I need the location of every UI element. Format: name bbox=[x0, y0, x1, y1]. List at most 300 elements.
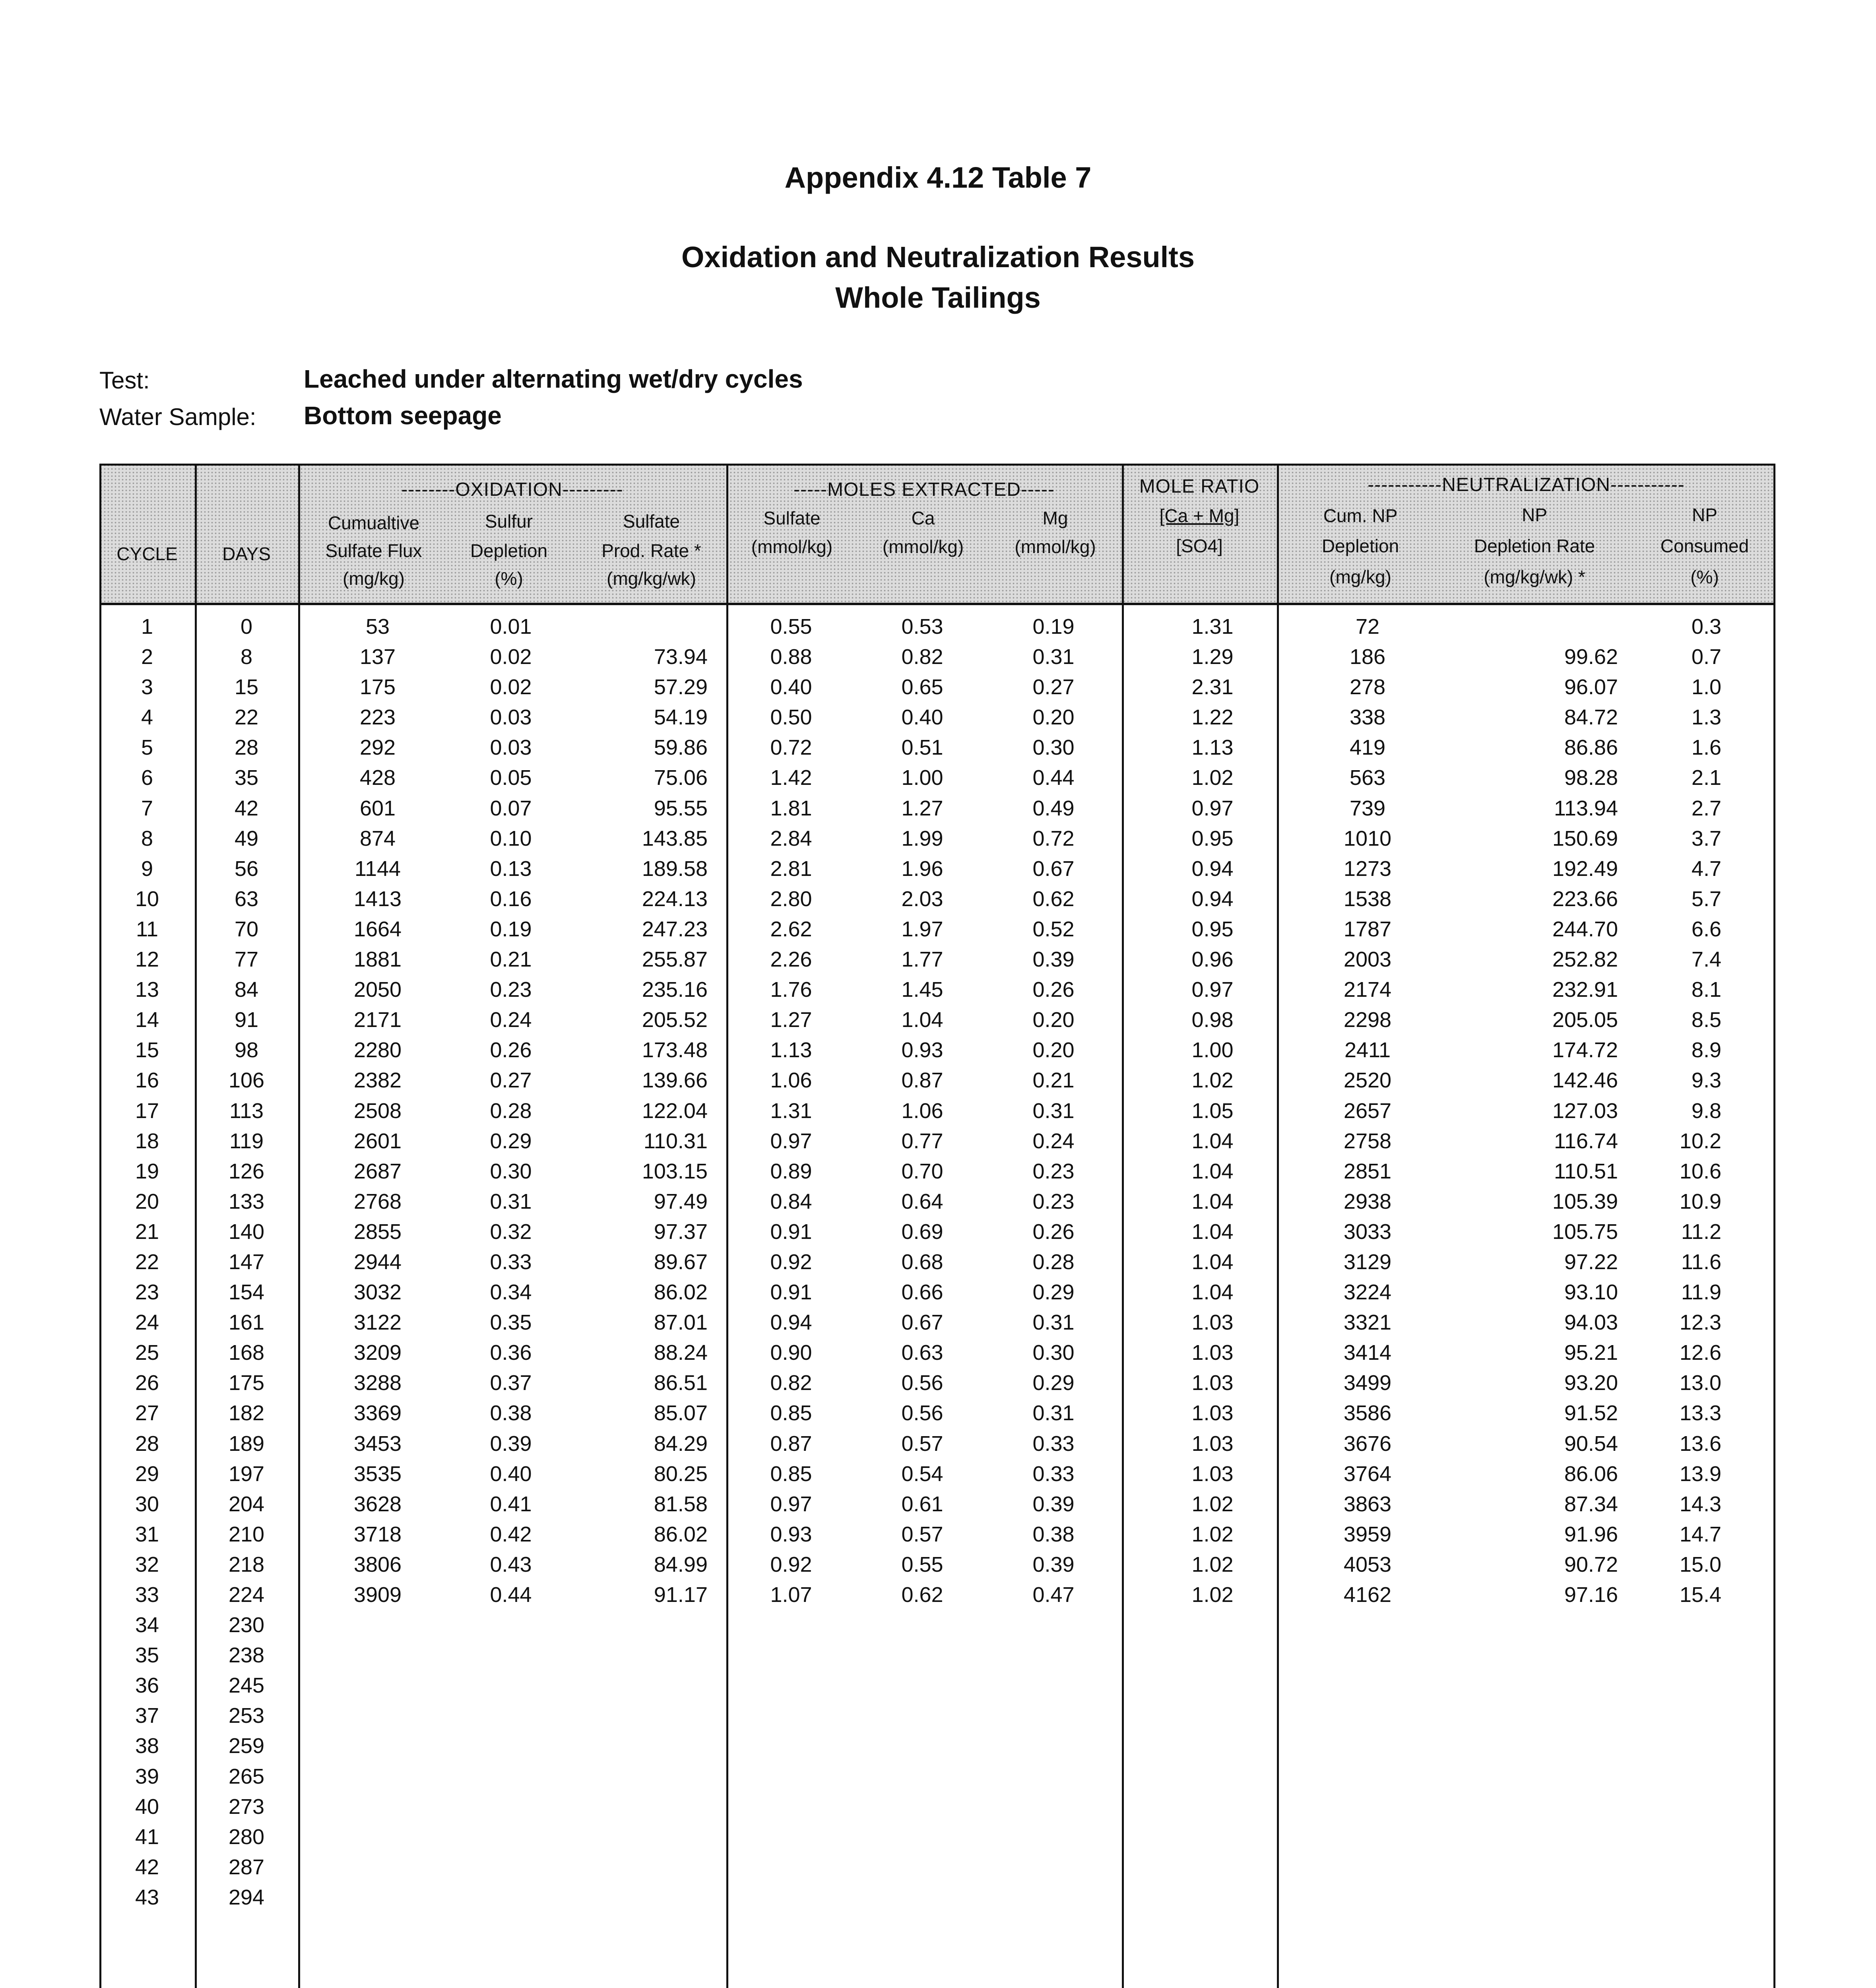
cell-cycle: 14 bbox=[135, 1008, 159, 1032]
cell-mole-ratio: 1.04 bbox=[1191, 1250, 1234, 1274]
cell-days: 182 bbox=[228, 1401, 265, 1425]
cell-cum-np-depletion: 3224 bbox=[1343, 1280, 1392, 1305]
cell-mole-ratio: 1.04 bbox=[1191, 1129, 1234, 1153]
table-row bbox=[99, 1429, 1775, 1459]
cell-mole-ratio: 0.95 bbox=[1191, 917, 1234, 941]
cell-np-depletion-rate: 105.75 bbox=[1552, 1219, 1618, 1244]
cell-sulfate-prod-rate: 91.17 bbox=[654, 1583, 708, 1607]
cell-np-depletion-rate: 142.46 bbox=[1552, 1068, 1618, 1093]
header-np-depletion-rate-unit: (mg/kg/wk) * bbox=[1484, 567, 1585, 587]
table-row bbox=[99, 1096, 1775, 1126]
cell-cum-sulfate-flux: 3453 bbox=[353, 1431, 402, 1456]
cell-moles-ca: 0.66 bbox=[901, 1280, 943, 1305]
cell-cycle: 39 bbox=[135, 1764, 159, 1788]
cell-cum-np-depletion: 3321 bbox=[1343, 1310, 1392, 1335]
cell-moles-mg: 0.31 bbox=[1032, 1401, 1075, 1425]
cell-np-consumed: 11.9 bbox=[1681, 1280, 1721, 1305]
cell-np-depletion-rate: 86.06 bbox=[1564, 1462, 1618, 1486]
cell-mole-ratio: 1.04 bbox=[1191, 1219, 1234, 1244]
cell-cum-np-depletion: 1273 bbox=[1343, 856, 1392, 881]
cell-moles-sulfate: 1.76 bbox=[770, 978, 812, 1002]
table-row bbox=[99, 1005, 1775, 1035]
cell-moles-ca: 0.56 bbox=[901, 1371, 943, 1395]
cell-cum-sulfate-flux: 292 bbox=[359, 736, 396, 760]
cell-moles-mg: 0.28 bbox=[1032, 1250, 1075, 1274]
cell-np-consumed: 1.6 bbox=[1691, 736, 1721, 760]
cell-days: 140 bbox=[228, 1219, 265, 1244]
cell-moles-sulfate: 0.87 bbox=[770, 1431, 812, 1456]
cell-moles-ca: 0.63 bbox=[901, 1341, 943, 1365]
cell-days: 63 bbox=[234, 887, 259, 911]
cell-sulfur-depletion: 0.40 bbox=[490, 1462, 532, 1486]
cell-np-consumed: 4.7 bbox=[1691, 856, 1721, 881]
cell-np-consumed: 2.1 bbox=[1691, 766, 1721, 790]
cell-moles-ca: 1.96 bbox=[901, 856, 943, 881]
cell-np-depletion-rate: 150.69 bbox=[1552, 826, 1618, 850]
cell-sulfur-depletion: 0.32 bbox=[490, 1219, 532, 1244]
cell-moles-mg: 0.72 bbox=[1032, 826, 1075, 850]
header-sulfur-depletion: Sulfur bbox=[485, 511, 533, 532]
table-row bbox=[99, 642, 1775, 672]
cell-days: 91 bbox=[234, 1008, 259, 1032]
cell-np-depletion-rate: 232.91 bbox=[1552, 978, 1618, 1002]
table-row bbox=[99, 823, 1775, 854]
cell-cum-np-depletion: 4053 bbox=[1343, 1552, 1392, 1576]
cell-cycle: 40 bbox=[135, 1794, 159, 1819]
cell-np-consumed: 10.6 bbox=[1679, 1159, 1721, 1183]
cell-moles-mg: 0.21 bbox=[1032, 1068, 1075, 1093]
cell-moles-sulfate: 0.72 bbox=[770, 736, 812, 760]
header-np-depletion-rate: Depletion Rate bbox=[1474, 536, 1595, 556]
cell-cum-sulfate-flux: 2050 bbox=[353, 978, 402, 1002]
cell-days: 175 bbox=[228, 1371, 265, 1395]
table-row bbox=[99, 702, 1775, 732]
cell-np-consumed: 12.6 bbox=[1679, 1341, 1721, 1365]
cell-sulfur-depletion: 0.39 bbox=[490, 1431, 532, 1456]
water-sample-label: Water Sample: bbox=[99, 404, 256, 430]
cell-cum-sulfate-flux: 1881 bbox=[353, 947, 402, 972]
cell-cycle: 37 bbox=[135, 1704, 159, 1728]
cell-sulfur-depletion: 0.36 bbox=[490, 1341, 532, 1365]
cell-moles-sulfate: 2.26 bbox=[770, 947, 812, 972]
cell-moles-mg: 0.23 bbox=[1032, 1159, 1075, 1183]
cell-moles-sulfate: 0.88 bbox=[770, 645, 812, 669]
cell-cum-np-depletion: 2851 bbox=[1343, 1159, 1392, 1183]
cell-mole-ratio: 0.94 bbox=[1191, 887, 1234, 911]
cell-moles-mg: 0.20 bbox=[1032, 1038, 1075, 1062]
cell-sulfate-prod-rate: 89.67 bbox=[654, 1250, 708, 1274]
cell-moles-mg: 0.31 bbox=[1032, 1310, 1075, 1335]
table-row bbox=[99, 944, 1775, 975]
cell-moles-ca: 0.65 bbox=[901, 675, 943, 699]
table-row bbox=[99, 1610, 1775, 1640]
cell-np-depletion-rate: 116.74 bbox=[1554, 1129, 1618, 1153]
cell-cycle: 22 bbox=[135, 1250, 159, 1274]
cell-cum-sulfate-flux: 2508 bbox=[353, 1099, 402, 1123]
cell-days: 273 bbox=[228, 1794, 265, 1819]
cell-sulfur-depletion: 0.16 bbox=[490, 887, 532, 911]
cell-np-depletion-rate: 93.10 bbox=[1564, 1280, 1618, 1305]
cell-days: 119 bbox=[229, 1129, 264, 1153]
cell-cum-np-depletion: 3863 bbox=[1343, 1492, 1392, 1516]
cell-sulfur-depletion: 0.05 bbox=[490, 766, 532, 790]
cell-sulfur-depletion: 0.43 bbox=[490, 1552, 532, 1576]
cell-cum-np-depletion: 2938 bbox=[1343, 1189, 1392, 1213]
group-mole-ratio: MOLE RATIO bbox=[1139, 476, 1260, 497]
cell-moles-sulfate: 0.92 bbox=[770, 1250, 812, 1274]
header-sulfur-depletion-unit: (%) bbox=[495, 568, 523, 589]
cell-days: 265 bbox=[228, 1764, 265, 1788]
cell-days: 224 bbox=[228, 1583, 265, 1607]
cell-mole-ratio: 1.03 bbox=[1191, 1310, 1234, 1335]
cell-mole-ratio: 1.02 bbox=[1191, 1583, 1234, 1607]
header-cum-np-depletion: Cum. NP bbox=[1323, 505, 1398, 526]
cell-moles-ca: 1.77 bbox=[901, 947, 943, 972]
header-moles-ca-unit: (mmol/kg) bbox=[882, 536, 964, 557]
cell-days: 56 bbox=[234, 856, 259, 881]
cell-cum-sulfate-flux: 3628 bbox=[353, 1492, 402, 1516]
cell-cum-np-depletion: 278 bbox=[1349, 675, 1386, 699]
cell-cycle: 34 bbox=[135, 1613, 159, 1637]
cell-moles-ca: 0.82 bbox=[901, 645, 943, 669]
cell-sulfur-depletion: 0.02 bbox=[490, 645, 532, 669]
cell-cum-sulfate-flux: 3032 bbox=[353, 1280, 402, 1305]
cell-moles-ca: 0.87 bbox=[901, 1068, 943, 1093]
cell-sulfate-prod-rate: 97.49 bbox=[654, 1189, 708, 1213]
cell-mole-ratio: 0.95 bbox=[1191, 826, 1234, 850]
cell-sulfate-prod-rate: 75.06 bbox=[654, 766, 708, 790]
cell-sulfate-prod-rate: 143.85 bbox=[642, 826, 708, 850]
cell-cycle: 35 bbox=[135, 1643, 159, 1668]
cell-moles-sulfate: 1.27 bbox=[770, 1008, 812, 1032]
cell-cum-np-depletion: 3129 bbox=[1343, 1250, 1392, 1274]
cell-moles-mg: 0.31 bbox=[1032, 1099, 1075, 1123]
header-cum-sulfate-flux: Cumualtive bbox=[328, 513, 420, 533]
header-moles-mg: Mg bbox=[1042, 508, 1068, 528]
cell-sulfur-depletion: 0.44 bbox=[490, 1583, 532, 1607]
cell-sulfur-depletion: 0.10 bbox=[490, 826, 532, 850]
cell-days: 42 bbox=[234, 796, 259, 820]
cell-mole-ratio: 1.03 bbox=[1191, 1431, 1234, 1456]
cell-np-consumed: 11.2 bbox=[1681, 1219, 1721, 1244]
cell-sulfate-prod-rate: 54.19 bbox=[654, 705, 708, 730]
cell-sulfate-prod-rate: 110.31 bbox=[643, 1129, 708, 1153]
cell-np-consumed: 13.3 bbox=[1679, 1401, 1721, 1425]
cell-sulfate-prod-rate: 103.15 bbox=[642, 1159, 708, 1183]
table-title: Oxidation and Neutralization Results bbox=[681, 241, 1195, 274]
cell-moles-sulfate: 2.80 bbox=[770, 887, 812, 911]
cell-cum-np-depletion: 3764 bbox=[1343, 1462, 1392, 1486]
table-row bbox=[99, 1247, 1775, 1277]
cell-moles-ca: 0.62 bbox=[901, 1583, 943, 1607]
table-row bbox=[99, 1307, 1775, 1338]
cell-days: 287 bbox=[228, 1855, 265, 1879]
cell-moles-mg: 0.38 bbox=[1032, 1522, 1075, 1546]
cell-sulfate-prod-rate: 88.24 bbox=[654, 1341, 708, 1365]
table-row bbox=[99, 854, 1775, 884]
table-row bbox=[99, 975, 1775, 1005]
header-sulfate-prod-rate: Prod. Rate * bbox=[601, 540, 701, 561]
cell-cum-sulfate-flux: 2601 bbox=[353, 1129, 402, 1153]
cell-cum-np-depletion: 2298 bbox=[1343, 1008, 1392, 1032]
cell-cycle: 36 bbox=[135, 1673, 159, 1698]
header-np-consumed: NP bbox=[1692, 505, 1717, 525]
cell-sulfate-prod-rate: 80.25 bbox=[654, 1462, 708, 1486]
appendix-title: Appendix 4.12 Table 7 bbox=[784, 161, 1092, 194]
cell-cum-np-depletion: 3959 bbox=[1343, 1522, 1392, 1546]
cell-sulfate-prod-rate: 86.02 bbox=[654, 1522, 708, 1546]
cell-mole-ratio: 1.13 bbox=[1191, 736, 1234, 760]
cell-np-depletion-rate: 127.03 bbox=[1552, 1099, 1618, 1123]
table-row bbox=[99, 884, 1775, 914]
cell-np-consumed: 6.6 bbox=[1691, 917, 1721, 941]
group-moles-extracted: -----MOLES EXTRACTED----- bbox=[793, 479, 1055, 500]
cell-sulfate-prod-rate: 247.23 bbox=[642, 917, 708, 941]
cell-moles-ca: 0.57 bbox=[901, 1522, 943, 1546]
cell-moles-sulfate: 0.90 bbox=[770, 1341, 812, 1365]
cell-cycle: 8 bbox=[141, 826, 153, 850]
cell-moles-sulfate: 0.89 bbox=[770, 1159, 812, 1183]
cell-moles-mg: 0.19 bbox=[1032, 615, 1075, 639]
cell-np-consumed: 0.3 bbox=[1691, 615, 1721, 639]
cell-cum-sulfate-flux: 175 bbox=[359, 675, 396, 699]
cell-moles-sulfate: 1.13 bbox=[770, 1038, 812, 1062]
cell-days: 98 bbox=[234, 1038, 259, 1062]
table-row bbox=[99, 1640, 1775, 1670]
cell-np-consumed: 10.2 bbox=[1679, 1129, 1721, 1153]
cell-sulfate-prod-rate: 173.48 bbox=[642, 1038, 708, 1062]
cell-np-depletion-rate: 90.54 bbox=[1564, 1431, 1618, 1456]
cell-cum-sulfate-flux: 1144 bbox=[354, 856, 401, 881]
table-row bbox=[99, 793, 1775, 823]
cell-cum-np-depletion: 4162 bbox=[1343, 1583, 1392, 1607]
table-row bbox=[99, 1701, 1775, 1731]
cell-days: 70 bbox=[234, 917, 259, 941]
cell-cycle: 3 bbox=[141, 675, 153, 699]
cell-moles-ca: 1.00 bbox=[901, 766, 943, 790]
header-cycle: CYCLE bbox=[116, 544, 178, 564]
cell-sulfur-depletion: 0.34 bbox=[490, 1280, 532, 1305]
cell-sulfate-prod-rate: 59.86 bbox=[654, 736, 708, 760]
cell-cum-np-depletion: 1010 bbox=[1343, 826, 1392, 850]
cell-days: 22 bbox=[234, 705, 259, 730]
cell-sulfate-prod-rate: 85.07 bbox=[654, 1401, 708, 1425]
cell-moles-mg: 0.26 bbox=[1032, 1219, 1075, 1244]
cell-np-depletion-rate: 192.49 bbox=[1552, 856, 1618, 881]
cell-np-consumed: 13.9 bbox=[1679, 1462, 1721, 1486]
header-moles-sulfate: Sulfate bbox=[763, 508, 821, 528]
cell-cum-sulfate-flux: 2280 bbox=[353, 1038, 402, 1062]
cell-cum-np-depletion: 3033 bbox=[1343, 1219, 1392, 1244]
cell-cum-np-depletion: 2003 bbox=[1343, 947, 1392, 972]
cell-cum-sulfate-flux: 3535 bbox=[353, 1462, 402, 1486]
cell-mole-ratio: 0.97 bbox=[1191, 796, 1234, 820]
cell-moles-mg: 0.39 bbox=[1032, 947, 1075, 972]
cell-moles-mg: 0.30 bbox=[1032, 736, 1075, 760]
table-subtitle: Whole Tailings bbox=[835, 281, 1041, 314]
cell-np-depletion-rate: 110.51 bbox=[1554, 1159, 1618, 1183]
cell-sulfur-depletion: 0.35 bbox=[490, 1310, 532, 1335]
cell-cycle: 21 bbox=[135, 1219, 159, 1244]
cell-moles-mg: 0.62 bbox=[1032, 887, 1075, 911]
table-row bbox=[99, 1398, 1775, 1428]
cell-np-depletion-rate: 91.52 bbox=[1564, 1401, 1618, 1425]
cell-moles-sulfate: 0.84 bbox=[770, 1189, 812, 1213]
cell-sulfate-prod-rate: 84.99 bbox=[654, 1552, 708, 1576]
cell-sulfate-prod-rate: 255.87 bbox=[642, 947, 708, 972]
cell-cum-np-depletion: 3414 bbox=[1343, 1341, 1392, 1365]
table-row bbox=[99, 1338, 1775, 1368]
cell-sulfur-depletion: 0.26 bbox=[490, 1038, 532, 1062]
table-row bbox=[99, 612, 1775, 642]
cell-mole-ratio: 1.02 bbox=[1191, 1068, 1234, 1093]
cell-moles-sulfate: 2.84 bbox=[770, 826, 812, 850]
cell-mole-ratio: 1.04 bbox=[1191, 1189, 1234, 1213]
cell-cum-np-depletion: 2657 bbox=[1343, 1099, 1392, 1123]
cell-moles-ca: 0.55 bbox=[901, 1552, 943, 1576]
cell-np-consumed: 13.6 bbox=[1679, 1431, 1721, 1456]
cell-moles-sulfate: 0.92 bbox=[770, 1552, 812, 1576]
cell-moles-sulfate: 0.50 bbox=[770, 705, 812, 730]
cell-sulfur-depletion: 0.19 bbox=[490, 917, 532, 941]
cell-moles-sulfate: 0.82 bbox=[770, 1371, 812, 1395]
cell-cum-sulfate-flux: 428 bbox=[359, 766, 396, 790]
cell-np-depletion-rate: 96.07 bbox=[1564, 675, 1618, 699]
cell-moles-ca: 0.93 bbox=[901, 1038, 943, 1062]
cell-np-depletion-rate: 93.20 bbox=[1564, 1371, 1618, 1395]
cell-mole-ratio: 0.94 bbox=[1191, 856, 1234, 881]
cell-cum-np-depletion: 338 bbox=[1349, 705, 1386, 730]
header-moles-mg-unit: (mmol/kg) bbox=[1015, 536, 1096, 557]
cell-moles-mg: 0.67 bbox=[1032, 856, 1075, 881]
cell-moles-mg: 0.26 bbox=[1032, 978, 1075, 1002]
cell-moles-mg: 0.20 bbox=[1032, 705, 1075, 730]
cell-cum-sulfate-flux: 1664 bbox=[353, 917, 402, 941]
cell-mole-ratio: 1.00 bbox=[1191, 1038, 1234, 1062]
cell-cycle: 26 bbox=[135, 1371, 159, 1395]
cell-np-depletion-rate: 252.82 bbox=[1552, 947, 1618, 972]
cell-cycle: 31 bbox=[135, 1522, 159, 1546]
cell-days: 133 bbox=[228, 1189, 265, 1213]
header-np-consumed-unit: (%) bbox=[1690, 567, 1719, 587]
cell-np-consumed: 3.7 bbox=[1691, 826, 1721, 850]
cell-cum-sulfate-flux: 3369 bbox=[353, 1401, 402, 1425]
cell-sulfur-depletion: 0.24 bbox=[490, 1008, 532, 1032]
cell-moles-mg: 0.23 bbox=[1032, 1189, 1075, 1213]
table-row bbox=[99, 1368, 1775, 1398]
cell-days: 161 bbox=[228, 1310, 265, 1335]
cell-sulfur-depletion: 0.33 bbox=[490, 1250, 532, 1274]
cell-cum-sulfate-flux: 2768 bbox=[353, 1189, 402, 1213]
cell-days: 210 bbox=[228, 1522, 265, 1546]
header-cum-sulfate-flux: Sulfate Flux bbox=[325, 540, 422, 561]
cell-mole-ratio: 2.31 bbox=[1191, 675, 1234, 699]
cell-moles-sulfate: 0.97 bbox=[770, 1129, 812, 1153]
cell-sulfate-prod-rate: 235.16 bbox=[642, 978, 708, 1002]
cell-days: 154 bbox=[228, 1280, 265, 1305]
table-row bbox=[99, 1761, 1775, 1792]
cell-cycle: 12 bbox=[135, 947, 159, 972]
table-row bbox=[99, 1731, 1775, 1761]
cell-days: 35 bbox=[234, 766, 259, 790]
cell-np-consumed: 1.3 bbox=[1691, 705, 1721, 730]
cell-cycle: 29 bbox=[135, 1462, 159, 1486]
cell-sulfate-prod-rate: 97.37 bbox=[654, 1219, 708, 1244]
cell-moles-mg: 0.29 bbox=[1032, 1371, 1075, 1395]
cell-np-consumed: 9.3 bbox=[1691, 1068, 1721, 1093]
cell-cum-sulfate-flux: 3909 bbox=[353, 1583, 402, 1607]
cell-moles-sulfate: 2.62 bbox=[770, 917, 812, 941]
cell-cum-np-depletion: 3499 bbox=[1343, 1371, 1392, 1395]
cell-sulfur-depletion: 0.23 bbox=[490, 978, 532, 1002]
cell-moles-mg: 0.33 bbox=[1032, 1431, 1075, 1456]
cell-moles-mg: 0.47 bbox=[1032, 1583, 1075, 1607]
cell-sulfur-depletion: 0.29 bbox=[490, 1129, 532, 1153]
cell-days: 245 bbox=[228, 1673, 265, 1698]
header-days: DAYS bbox=[222, 544, 271, 564]
cell-cum-np-depletion: 419 bbox=[1349, 736, 1386, 760]
cell-moles-ca: 0.54 bbox=[901, 1462, 943, 1486]
cell-moles-sulfate: 0.55 bbox=[770, 615, 812, 639]
cell-moles-ca: 0.61 bbox=[901, 1492, 943, 1516]
cell-days: 77 bbox=[234, 947, 259, 972]
table-row bbox=[99, 1035, 1775, 1065]
cell-cycle: 24 bbox=[135, 1310, 159, 1335]
cell-cycle: 33 bbox=[135, 1583, 159, 1607]
cell-moles-ca: 0.57 bbox=[901, 1431, 943, 1456]
cell-np-consumed: 10.9 bbox=[1679, 1189, 1721, 1213]
cell-mole-ratio: 1.22 bbox=[1191, 705, 1234, 730]
cell-mole-ratio: 1.03 bbox=[1191, 1371, 1234, 1395]
cell-moles-mg: 0.30 bbox=[1032, 1341, 1075, 1365]
table-row bbox=[99, 1792, 1775, 1822]
cell-cycle: 43 bbox=[135, 1885, 159, 1909]
cell-cycle: 18 bbox=[135, 1129, 159, 1153]
cell-moles-sulfate: 1.06 bbox=[770, 1068, 812, 1093]
cell-moles-sulfate: 1.42 bbox=[770, 766, 812, 790]
cell-cycle: 10 bbox=[135, 887, 159, 911]
cell-cycle: 5 bbox=[141, 736, 153, 760]
cell-moles-ca: 1.04 bbox=[901, 1008, 943, 1032]
cell-mole-ratio: 1.02 bbox=[1191, 1522, 1234, 1546]
table-row bbox=[99, 1580, 1775, 1610]
cell-moles-sulfate: 0.94 bbox=[770, 1310, 812, 1335]
table-row bbox=[99, 1126, 1775, 1156]
header-cum-np-depletion: Depletion bbox=[1321, 536, 1399, 556]
cell-np-depletion-rate: 91.96 bbox=[1564, 1522, 1618, 1546]
cell-cum-np-depletion: 739 bbox=[1349, 796, 1386, 820]
test-label: Test: bbox=[99, 367, 150, 394]
header-np-depletion-rate: NP bbox=[1522, 505, 1547, 525]
cell-np-depletion-rate: 95.21 bbox=[1564, 1341, 1618, 1365]
table-row bbox=[99, 1217, 1775, 1247]
cell-cum-sulfate-flux: 3288 bbox=[353, 1371, 402, 1395]
cell-days: 280 bbox=[228, 1825, 265, 1849]
cell-cum-np-depletion: 2411 bbox=[1344, 1038, 1391, 1062]
header-np-consumed: Consumed bbox=[1660, 536, 1749, 556]
table-row bbox=[99, 1822, 1775, 1852]
cell-cycle: 17 bbox=[135, 1099, 159, 1123]
cell-cum-sulfate-flux: 874 bbox=[359, 826, 396, 850]
cell-days: 197 bbox=[228, 1462, 265, 1486]
cell-cum-np-depletion: 2174 bbox=[1343, 978, 1392, 1002]
cell-np-depletion-rate: 97.16 bbox=[1564, 1583, 1618, 1607]
table-row bbox=[99, 914, 1775, 944]
cell-days: 230 bbox=[228, 1613, 265, 1637]
header-ratio-denominator: [SO4] bbox=[1176, 536, 1223, 556]
cell-mole-ratio: 1.03 bbox=[1191, 1401, 1234, 1425]
table-row bbox=[99, 1186, 1775, 1217]
